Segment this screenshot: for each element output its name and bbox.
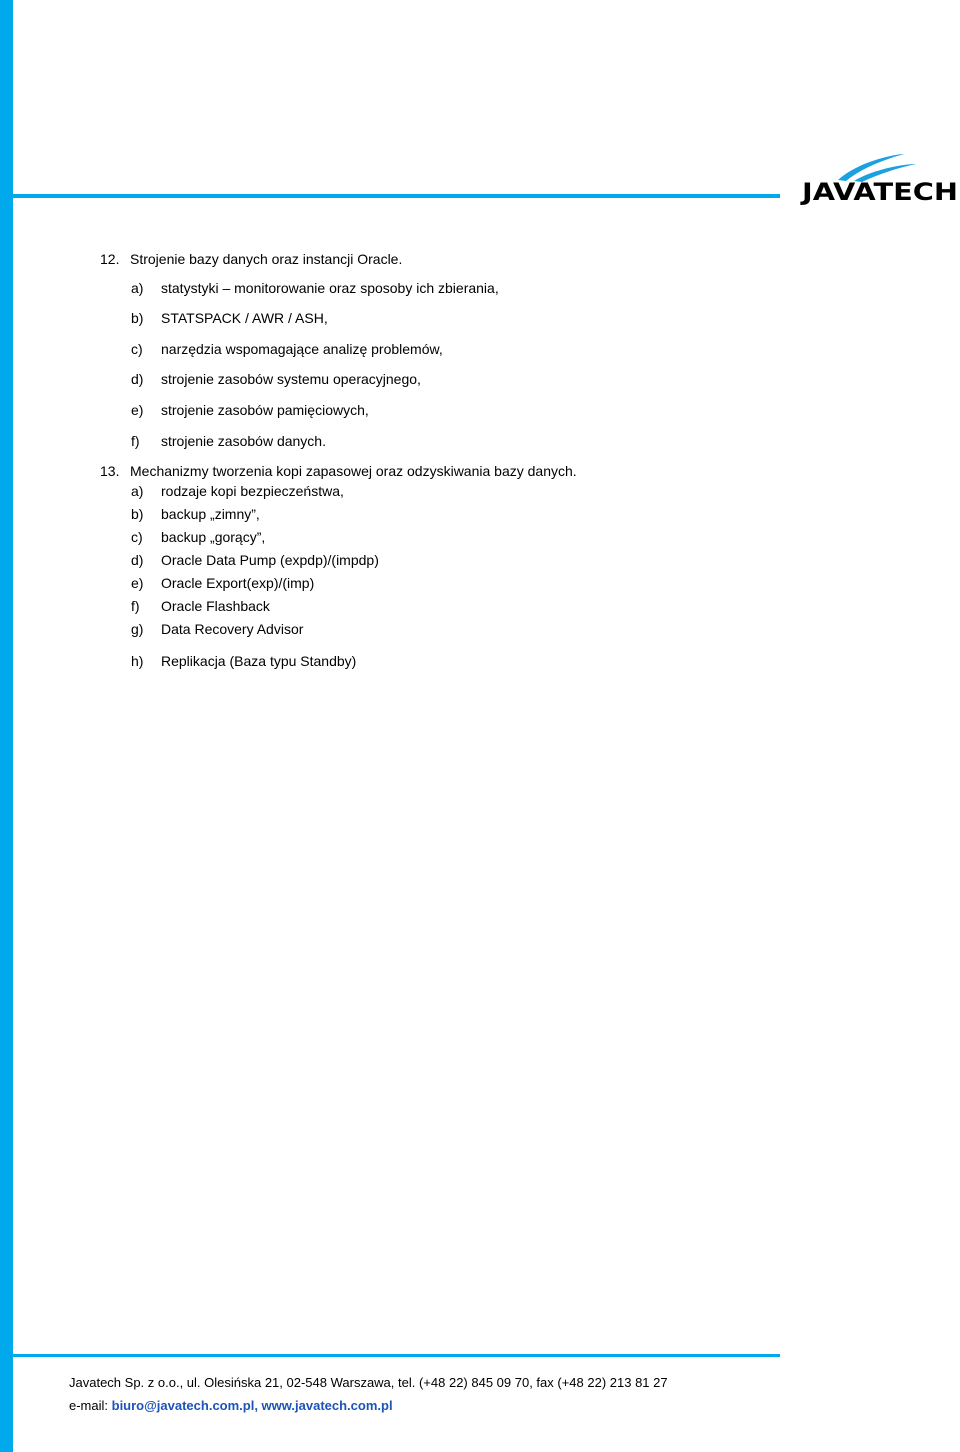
list-item-marker: a) xyxy=(131,483,144,499)
list-item-marker: f) xyxy=(131,433,140,449)
javatech-logo xyxy=(798,150,960,206)
section-number: 12. xyxy=(100,251,120,267)
list-item-marker: d) xyxy=(131,371,144,387)
footer-address: Javatech Sp. z o.o., ul. Olesińska 21, 02-548 Warszawa, tel. (+48 22) 845 09 70, fax (+48 22) 213 81 27 xyxy=(69,1375,668,1390)
list-item-text: backup „zimny”, xyxy=(161,506,260,522)
list-item-text: backup „gorący”, xyxy=(161,529,266,545)
list-item-marker: b) xyxy=(131,310,144,326)
list-item-marker: h) xyxy=(131,653,144,669)
list-item-marker: g) xyxy=(131,621,144,637)
list-item-text: Oracle Flashback xyxy=(161,598,270,614)
list-item-text: Oracle Data Pump (expdp)/(impdp) xyxy=(161,552,379,568)
list-item-marker: e) xyxy=(131,402,144,418)
list-item-text: STATSPACK / AWR / ASH, xyxy=(161,310,328,326)
list-item-text: rodzaje kopi bezpieczeństwa, xyxy=(161,483,344,499)
list-item-marker: f) xyxy=(131,598,140,614)
footer-email-links[interactable]: biuro@javatech.com.pl, www.javatech.com.pl xyxy=(111,1398,393,1413)
header-rule xyxy=(13,194,780,198)
list-item-text: strojenie zasobów pamięciowych, xyxy=(161,402,369,418)
list-item-marker: e) xyxy=(131,575,144,591)
list-item-text: narzędzia wspomagające analizę problemów, xyxy=(161,341,443,357)
list-item-text: statystyki – monitorowanie oraz sposoby ich zbierania, xyxy=(161,280,499,296)
list-item-marker: d) xyxy=(131,552,144,568)
list-item-text: strojenie zasobów danych. xyxy=(161,433,326,449)
list-item-marker: b) xyxy=(131,506,144,522)
list-item-text: Oracle Export(exp)/(imp) xyxy=(161,575,315,591)
list-item-marker: a) xyxy=(131,280,144,296)
list-item-text: strojenie zasobów systemu operacyjnego, xyxy=(161,371,421,387)
footer-contact xyxy=(69,1398,393,1414)
list-item-text: Replikacja (Baza typu Standby) xyxy=(161,653,357,669)
section-number: 13. xyxy=(100,463,120,479)
left-accent-bar xyxy=(0,0,13,1452)
list-item-marker: c) xyxy=(131,529,143,545)
footer-email-label: e-mail: xyxy=(69,1398,112,1413)
list-item-text: Data Recovery Advisor xyxy=(161,621,304,637)
section-title: Mechanizmy tworzenia kopi zapasowej oraz odzyskiwania bazy danych. xyxy=(130,463,577,479)
section-title: Strojenie bazy danych oraz instancji Oracle. xyxy=(130,251,403,267)
list-item-marker: c) xyxy=(131,341,143,357)
logo-text: JAVATECH xyxy=(799,178,958,206)
footer-rule xyxy=(13,1354,780,1357)
